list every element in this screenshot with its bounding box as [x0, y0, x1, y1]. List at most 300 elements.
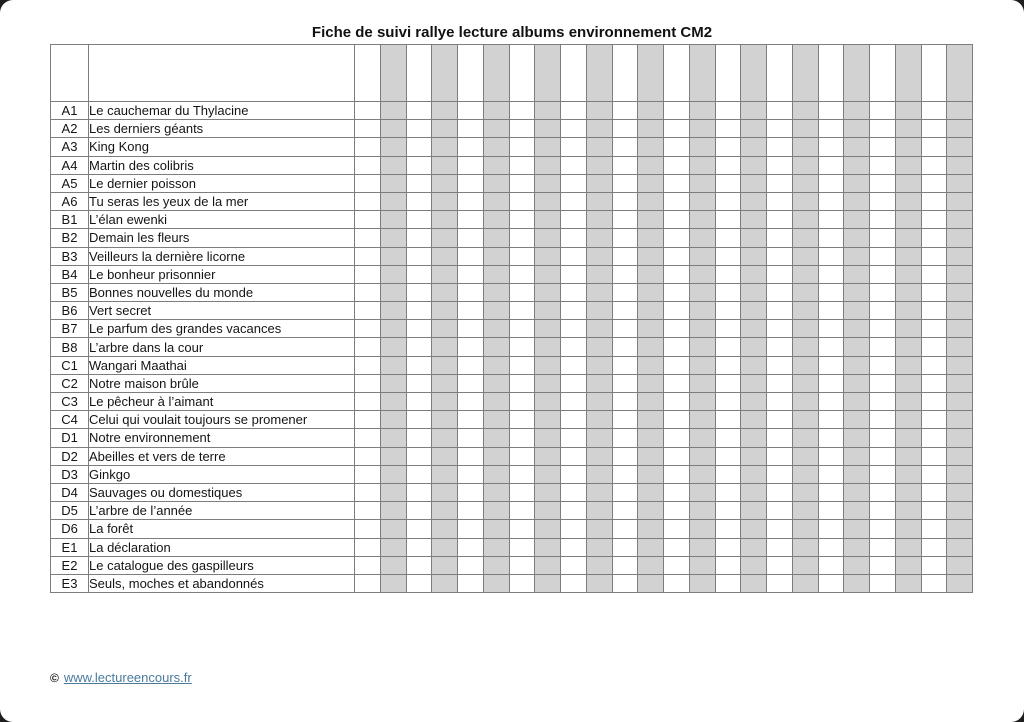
tracking-cell [638, 465, 664, 483]
tracking-cell [458, 393, 484, 411]
tracking-cell [741, 429, 767, 447]
tracking-cell [406, 556, 432, 574]
tracking-cell [792, 556, 818, 574]
tracking-cell [921, 138, 947, 156]
tracking-cell [561, 120, 587, 138]
tracking-cell [355, 174, 381, 192]
tracking-cell [767, 374, 793, 392]
tracking-cell [612, 520, 638, 538]
tracking-cell [380, 156, 406, 174]
row-code: D4 [51, 483, 89, 501]
tracking-cell [895, 356, 921, 374]
tracking-cell [612, 120, 638, 138]
row-title: Sauvages ou domestiques [89, 483, 355, 501]
tracking-cell [792, 174, 818, 192]
tracking-cell [921, 338, 947, 356]
tracking-cell [561, 393, 587, 411]
tracking-cell [870, 356, 896, 374]
tracking-cell [715, 229, 741, 247]
tracking-cell [509, 574, 535, 592]
tracking-cell [870, 574, 896, 592]
tracking-cell [561, 156, 587, 174]
tracking-header-cell [792, 45, 818, 102]
row-title: Le bonheur prisonnier [89, 265, 355, 283]
tracking-cell [947, 138, 973, 156]
tracking-cell [380, 283, 406, 301]
tracking-cell [561, 483, 587, 501]
tracking-cell [895, 483, 921, 501]
tracking-cell [483, 192, 509, 210]
tracking-cell [380, 120, 406, 138]
tracking-cell [380, 320, 406, 338]
tracking-cell [921, 120, 947, 138]
tracking-cell [767, 229, 793, 247]
tracking-cell [818, 356, 844, 374]
table-row [51, 156, 973, 174]
tracking-cell [767, 120, 793, 138]
table-row [51, 338, 973, 356]
tracking-cell [664, 283, 690, 301]
tracking-cell [921, 283, 947, 301]
tracking-cell [767, 429, 793, 447]
tracking-cell [818, 211, 844, 229]
tracking-cell [870, 192, 896, 210]
tracking-cell [586, 302, 612, 320]
footer [50, 670, 192, 685]
tracking-cell [586, 374, 612, 392]
tracking-cell [844, 247, 870, 265]
tracking-cell [586, 138, 612, 156]
tracking-cell [818, 429, 844, 447]
tracking-cell [870, 338, 896, 356]
tracking-cell [509, 520, 535, 538]
tracking-cell [741, 283, 767, 301]
tracking-cell [921, 247, 947, 265]
tracking-cell [561, 574, 587, 592]
tracking-cell [380, 247, 406, 265]
tracking-cell [741, 156, 767, 174]
tracking-cell [895, 502, 921, 520]
tracking-cell [767, 520, 793, 538]
row-code: D3 [51, 465, 89, 483]
tracking-cell [767, 192, 793, 210]
tracking-cell [895, 229, 921, 247]
row-code: B5 [51, 283, 89, 301]
tracking-cell [406, 247, 432, 265]
tracking-cell [432, 356, 458, 374]
tracking-cell [689, 356, 715, 374]
tracking-cell [406, 520, 432, 538]
tracking-cell [406, 393, 432, 411]
tracking-cell [715, 320, 741, 338]
tracking-cell [895, 211, 921, 229]
tracking-cell [535, 192, 561, 210]
tracking-header-cell [895, 45, 921, 102]
tracking-cell [947, 574, 973, 592]
tracking-cell [483, 429, 509, 447]
tracking-cell [664, 502, 690, 520]
tracking-cell [355, 120, 381, 138]
tracking-cell [355, 247, 381, 265]
tracking-cell [895, 247, 921, 265]
tracking-cell [741, 211, 767, 229]
tracking-cell [844, 393, 870, 411]
tracking-cell [380, 411, 406, 429]
table-row [51, 265, 973, 283]
tracking-cell [406, 265, 432, 283]
tracking-cell [921, 411, 947, 429]
tracking-cell [664, 120, 690, 138]
tracking-cell [715, 538, 741, 556]
table-row [51, 465, 973, 483]
tracking-cell [818, 465, 844, 483]
tracking-header-cell [715, 45, 741, 102]
tracking-cell [355, 229, 381, 247]
row-title: King Kong [89, 138, 355, 156]
tracking-cell [818, 574, 844, 592]
tracking-cell [895, 411, 921, 429]
tracking-header-cell [870, 45, 896, 102]
tracking-cell [586, 502, 612, 520]
tracking-cell [689, 102, 715, 120]
tracking-cell [612, 138, 638, 156]
tracking-cell [483, 265, 509, 283]
row-code: A6 [51, 192, 89, 210]
tracking-cell [535, 283, 561, 301]
tracking-cell [689, 156, 715, 174]
tracking-cell [483, 556, 509, 574]
row-title: Notre maison brûle [89, 374, 355, 392]
tracking-cell [664, 465, 690, 483]
tracking-cell [483, 356, 509, 374]
tracking-cell [406, 447, 432, 465]
tracking-cell [458, 211, 484, 229]
tracking-cell [715, 483, 741, 501]
tracking-header-cell [741, 45, 767, 102]
tracking-cell [689, 429, 715, 447]
tracking-cell [561, 520, 587, 538]
tracking-cell [715, 174, 741, 192]
tracking-cell [406, 374, 432, 392]
tracking-cell [715, 429, 741, 447]
tracking-cell [689, 411, 715, 429]
tracking-cell [355, 138, 381, 156]
tracking-cell [535, 538, 561, 556]
tracking-cell [792, 393, 818, 411]
row-code: E2 [51, 556, 89, 574]
tracking-cell [818, 229, 844, 247]
tracking-cell [406, 538, 432, 556]
tracking-cell [767, 356, 793, 374]
tracking-cell [947, 265, 973, 283]
tracking-cell [870, 556, 896, 574]
tracking-cell [458, 574, 484, 592]
tracking-cell [947, 229, 973, 247]
tracking-cell [792, 538, 818, 556]
table-row [51, 502, 973, 520]
tracking-cell [689, 138, 715, 156]
tracking-cell [870, 447, 896, 465]
tracking-header-cell [767, 45, 793, 102]
tracking-cell [458, 538, 484, 556]
tracking-cell [458, 374, 484, 392]
tracking-cell [509, 393, 535, 411]
tracking-cell [483, 229, 509, 247]
tracking-cell [818, 483, 844, 501]
tracking-cell [612, 192, 638, 210]
tracking-cell [792, 320, 818, 338]
row-title: Bonnes nouvelles du monde [89, 283, 355, 301]
tracking-cell [535, 556, 561, 574]
table-row [51, 211, 973, 229]
tracking-cell [355, 502, 381, 520]
tracking-cell [586, 393, 612, 411]
tracking-cell [458, 102, 484, 120]
tracking-cell [612, 320, 638, 338]
tracking-cell [638, 356, 664, 374]
tracking-cell [715, 411, 741, 429]
tracking-cell [921, 265, 947, 283]
tracking-cell [509, 320, 535, 338]
tracking-cell [895, 338, 921, 356]
tracking-cell [509, 229, 535, 247]
tracking-cell [535, 502, 561, 520]
tracking-cell [947, 338, 973, 356]
tracking-cell [432, 211, 458, 229]
website-link[interactable]: www.lectureencours.fr [63, 670, 192, 685]
tracking-cell [741, 393, 767, 411]
tracking-cell [483, 483, 509, 501]
tracking-cell [561, 211, 587, 229]
tracking-cell [689, 192, 715, 210]
tracking-cell [895, 138, 921, 156]
tracking-cell [921, 192, 947, 210]
tracking-cell [483, 283, 509, 301]
tracking-cell [921, 556, 947, 574]
tracking-cell [947, 429, 973, 447]
tracking-cell [355, 320, 381, 338]
tracking-cell [947, 483, 973, 501]
table-row [51, 229, 973, 247]
tracking-cell [818, 338, 844, 356]
tracking-cell [947, 465, 973, 483]
tracking-cell [483, 574, 509, 592]
tracking-cell [767, 502, 793, 520]
tracking-cell [818, 247, 844, 265]
tracking-cell [664, 320, 690, 338]
tracking-cell [458, 502, 484, 520]
tracking-cell [406, 320, 432, 338]
tracking-cell [535, 374, 561, 392]
tracking-cell [715, 192, 741, 210]
tracking-cell [947, 302, 973, 320]
tracking-cell [380, 229, 406, 247]
tracking-cell [921, 302, 947, 320]
tracking-cell [767, 302, 793, 320]
tracking-cell [844, 283, 870, 301]
tracking-cell [715, 447, 741, 465]
tracking-cell [612, 447, 638, 465]
tracking-cell [895, 302, 921, 320]
tracking-cell [458, 556, 484, 574]
tracking-cell [870, 283, 896, 301]
tracking-cell [509, 556, 535, 574]
tracking-cell [792, 102, 818, 120]
tracking-cell [638, 483, 664, 501]
tracking-cell [715, 265, 741, 283]
tracking-cell [535, 338, 561, 356]
tracking-cell [509, 374, 535, 392]
tracking-cell [870, 247, 896, 265]
tracking-cell [792, 229, 818, 247]
tracking-cell [355, 374, 381, 392]
tracking-cell [586, 102, 612, 120]
row-code: C2 [51, 374, 89, 392]
tracking-cell [792, 447, 818, 465]
tracking-cell [844, 192, 870, 210]
tracking-cell [844, 174, 870, 192]
tracking-cell [509, 411, 535, 429]
tracking-cell [947, 538, 973, 556]
tracking-cell [458, 356, 484, 374]
tracking-cell [561, 229, 587, 247]
tracking-cell [870, 374, 896, 392]
tracking-cell [947, 411, 973, 429]
tracking-cell [921, 174, 947, 192]
tracking-cell [792, 520, 818, 538]
tracking-cell [612, 429, 638, 447]
tracking-cell [535, 429, 561, 447]
tracking-cell [483, 247, 509, 265]
tracking-cell [947, 192, 973, 210]
row-code: B2 [51, 229, 89, 247]
tracking-cell [612, 229, 638, 247]
tracking-cell [792, 374, 818, 392]
tracking-cell [458, 320, 484, 338]
tracking-cell [715, 465, 741, 483]
tracking-cell [612, 302, 638, 320]
tracking-table [50, 44, 973, 593]
tracking-cell [792, 465, 818, 483]
tracking-cell [612, 538, 638, 556]
row-title: La forêt [89, 520, 355, 538]
tracking-cell [380, 465, 406, 483]
tracking-cell [509, 502, 535, 520]
row-title: La déclaration [89, 538, 355, 556]
tracking-cell [483, 302, 509, 320]
tracking-cell [689, 320, 715, 338]
tracking-header-cell [406, 45, 432, 102]
tracking-cell [638, 556, 664, 574]
tracking-cell [895, 447, 921, 465]
tracking-cell [638, 156, 664, 174]
tracking-cell [432, 411, 458, 429]
tracking-cell [818, 138, 844, 156]
row-code: A1 [51, 102, 89, 120]
tracking-cell [689, 374, 715, 392]
tracking-cell [458, 247, 484, 265]
tracking-cell [741, 174, 767, 192]
tracking-cell [792, 211, 818, 229]
tracking-cell [509, 338, 535, 356]
tracking-cell [458, 447, 484, 465]
tracking-cell [767, 483, 793, 501]
tracking-cell [947, 283, 973, 301]
row-title: Les derniers géants [89, 120, 355, 138]
tracking-cell [870, 102, 896, 120]
tracking-cell [432, 102, 458, 120]
tracking-cell [586, 229, 612, 247]
tracking-cell [355, 556, 381, 574]
tracking-header-cell [844, 45, 870, 102]
tracking-cell [483, 211, 509, 229]
tracking-cell [586, 211, 612, 229]
tracking-cell [818, 447, 844, 465]
tracking-cell [767, 393, 793, 411]
tracking-cell [741, 374, 767, 392]
tracking-header-cell [664, 45, 690, 102]
tracking-cell [586, 520, 612, 538]
tracking-cell [844, 338, 870, 356]
row-title: Seuls, moches et abandonnés [89, 574, 355, 592]
tracking-cell [458, 174, 484, 192]
tracking-cell [895, 265, 921, 283]
tracking-cell [638, 520, 664, 538]
tracking-cell [741, 447, 767, 465]
tracking-cell [509, 283, 535, 301]
tracking-cell [947, 320, 973, 338]
tracking-cell [612, 156, 638, 174]
tracking-cell [483, 174, 509, 192]
tracking-cell [895, 429, 921, 447]
tracking-cell [844, 156, 870, 174]
tracking-cell [586, 556, 612, 574]
tracking-cell [432, 174, 458, 192]
row-code: A4 [51, 156, 89, 174]
tracking-cell [561, 338, 587, 356]
tracking-cell [561, 302, 587, 320]
tracking-cell [432, 192, 458, 210]
tracking-cell [509, 192, 535, 210]
tracking-cell [535, 447, 561, 465]
copyright-symbol: © [50, 671, 59, 685]
tracking-cell [921, 502, 947, 520]
tracking-cell [895, 556, 921, 574]
tracking-cell [844, 265, 870, 283]
tracking-cell [561, 356, 587, 374]
tracking-cell [844, 465, 870, 483]
tracking-cell [355, 192, 381, 210]
tracking-cell [818, 502, 844, 520]
tracking-cell [458, 156, 484, 174]
tracking-cell [689, 247, 715, 265]
tracking-cell [664, 102, 690, 120]
tracking-cell [355, 338, 381, 356]
tracking-cell [818, 374, 844, 392]
tracking-cell [355, 283, 381, 301]
table-row [51, 447, 973, 465]
tracking-cell [947, 447, 973, 465]
tracking-cell [715, 374, 741, 392]
row-title: Notre environnement [89, 429, 355, 447]
tracking-cell [664, 229, 690, 247]
tracking-cell [586, 356, 612, 374]
tracking-header-cell [432, 45, 458, 102]
tracking-table-body [51, 45, 973, 593]
tracking-cell [741, 502, 767, 520]
tracking-cell [844, 483, 870, 501]
tracking-cell [844, 320, 870, 338]
